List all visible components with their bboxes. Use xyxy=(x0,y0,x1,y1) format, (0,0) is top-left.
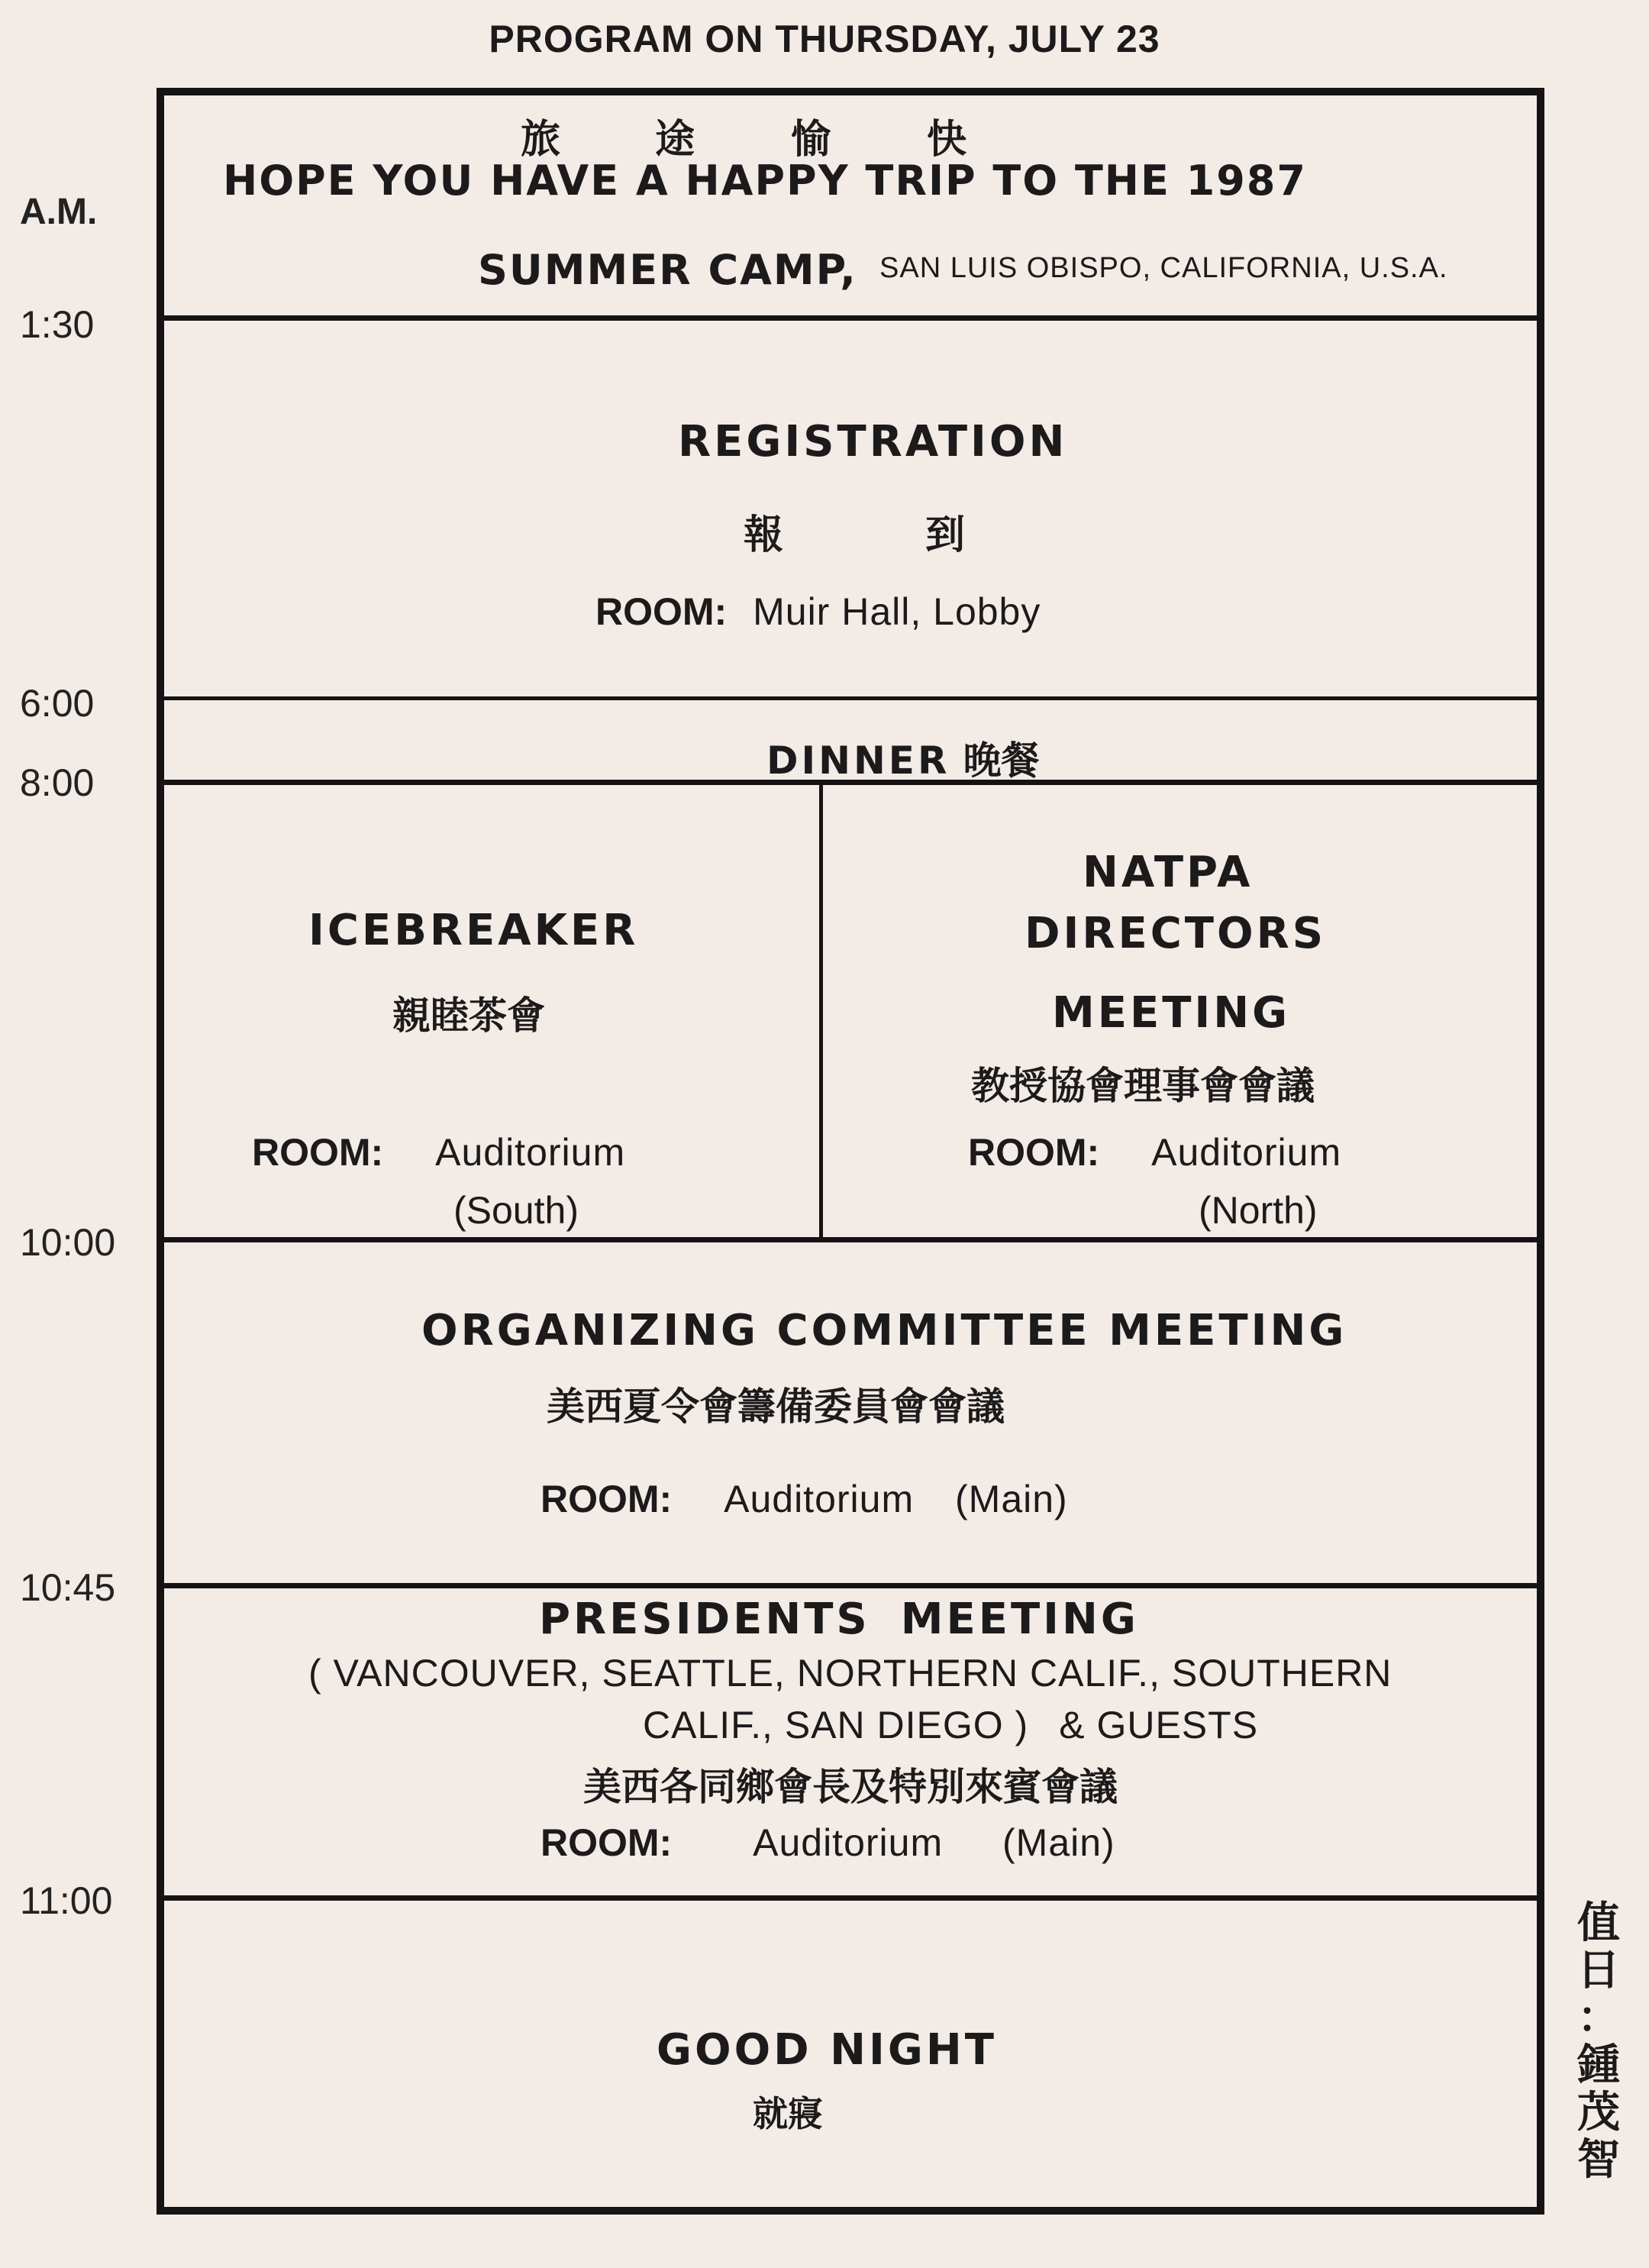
presidents-line-2 xyxy=(643,1703,1258,1747)
time-10-00: 10:00 xyxy=(20,1221,116,1264)
duty-char-2: 日 xyxy=(1577,1946,1620,1995)
dinner-zh: 晚餐 xyxy=(963,738,1040,783)
organizing-title: ORGANIZING COMMITTEE MEETING xyxy=(421,1306,1347,1355)
presidents-room-label: ROOM: xyxy=(541,1821,673,1864)
goodnight-title: GOOD NIGHT xyxy=(657,2025,997,2075)
presidents-room xyxy=(541,1821,1115,1865)
welcome-location: SAN LUIS OBISPO, CALIFORNIA, U.S.A. xyxy=(879,252,1448,284)
welcome-char-4: 快 xyxy=(927,117,967,163)
icebreaker-room xyxy=(252,1130,625,1174)
presidents-zh: 美西各同鄉會長及特別來賓會議 xyxy=(583,1765,1118,1809)
program-title: PROGRAM ON THURSDAY, JULY 23 xyxy=(489,18,1160,60)
time-am-label: A.M. xyxy=(20,192,98,232)
registration-room-label: ROOM: xyxy=(595,590,728,633)
registration-room-value: Muir Hall, Lobby xyxy=(753,590,1041,633)
duty-char-3: ： xyxy=(1577,1993,1620,2043)
presidents-room-note: (Main) xyxy=(1002,1821,1115,1864)
organizing-room xyxy=(541,1477,1068,1521)
natpa-line-1: NATPA xyxy=(1083,848,1254,897)
divider-presidents xyxy=(164,1895,1537,1901)
organizing-room-value: Auditorium xyxy=(724,1478,915,1520)
presidents-line-1: ( VANCOUVER, SEATTLE, NORTHERN CALIF., SOUTHERN xyxy=(308,1652,1392,1695)
welcome-char-1: 旅 xyxy=(521,117,561,163)
time-10-45: 10:45 xyxy=(20,1566,116,1609)
welcome-char-2: 途 xyxy=(655,117,695,163)
dinner-row xyxy=(766,730,1040,785)
welcome-line-2: SUMMER CAMP, xyxy=(478,246,857,294)
natpa-room-note: (North) xyxy=(1199,1189,1318,1232)
welcome-line-1: HOPE YOU HAVE A HAPPY TRIP TO THE 1987 xyxy=(223,157,1307,205)
natpa-room-value: Auditorium xyxy=(1151,1131,1342,1174)
divider-organizing xyxy=(164,1583,1537,1588)
time-11-00: 11:00 xyxy=(20,1879,113,1922)
presidents-line-2a: CALIF., SAN DIEGO ) xyxy=(643,1704,1029,1746)
registration-zh-2: 到 xyxy=(925,512,966,558)
presidents-room-value: Auditorium xyxy=(753,1821,944,1864)
divider-vertical xyxy=(819,785,823,1240)
welcome-char-3: 愉 xyxy=(791,117,831,163)
registration-zh-1: 報 xyxy=(744,512,784,558)
icebreaker-room-label: ROOM: xyxy=(252,1131,384,1174)
icebreaker-title: ICEBREAKER xyxy=(308,906,639,955)
natpa-room-label: ROOM: xyxy=(968,1131,1100,1174)
presidents-title-1: PRESIDENTS xyxy=(539,1594,870,1644)
natpa-room xyxy=(968,1130,1341,1174)
dinner-title: DINNER xyxy=(766,738,950,783)
duty-char-4: 鍾 xyxy=(1577,2040,1620,2090)
duty-char-6: 智 xyxy=(1577,2135,1620,2185)
icebreaker-room-note: (South) xyxy=(453,1189,579,1232)
duty-char-1: 值 xyxy=(1577,1898,1620,1948)
icebreaker-room-value: Auditorium xyxy=(435,1131,626,1174)
duty-officer xyxy=(1571,1900,1626,2184)
presidents-title xyxy=(539,1594,1139,1644)
time-8-00: 8:00 xyxy=(20,761,95,804)
goodnight-zh: 就寢 xyxy=(753,2093,823,2134)
organizing-room-note: (Main) xyxy=(955,1478,1068,1520)
natpa-zh: 教授協會理事會會議 xyxy=(971,1064,1315,1108)
time-1-30: 1:30 xyxy=(20,303,95,346)
duty-char-5: 茂 xyxy=(1577,2088,1620,2137)
organizing-zh: 美西夏令會籌備委員會會議 xyxy=(547,1384,1005,1429)
time-6-00: 6:00 xyxy=(20,682,95,725)
registration-room xyxy=(595,590,1041,634)
organizing-room-label: ROOM: xyxy=(541,1478,673,1520)
natpa-line-2: DIRECTORS xyxy=(1025,909,1327,958)
presidents-line-2b: & GUESTS xyxy=(1059,1704,1259,1746)
natpa-line-3: MEETING xyxy=(1052,988,1291,1038)
icebreaker-zh: 親睦茶會 xyxy=(392,993,545,1038)
registration-title: REGISTRATION xyxy=(678,417,1068,467)
presidents-title-2: MEETING xyxy=(900,1594,1139,1644)
divider-registration xyxy=(164,696,1537,700)
divider-icebreaker xyxy=(164,1237,1537,1242)
divider-welcome xyxy=(164,315,1537,321)
